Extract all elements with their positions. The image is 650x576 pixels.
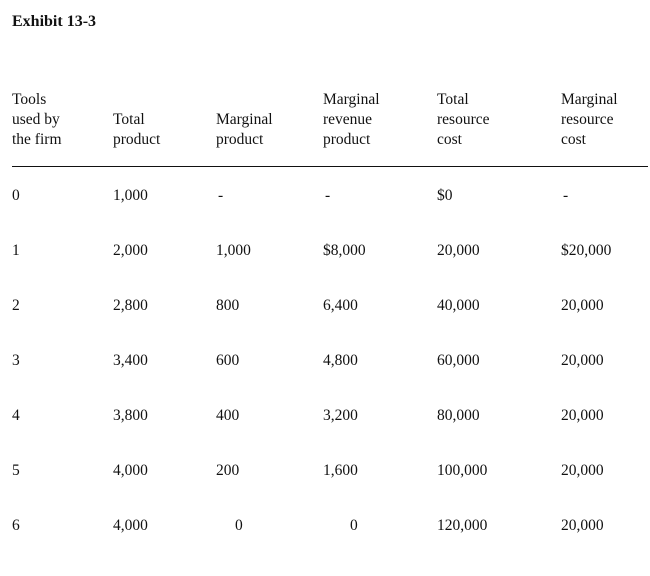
header-marginal-revenue-product: Marginal revenue product <box>323 91 380 148</box>
table-row <box>0 350 650 372</box>
cell-marginal-resource-cost: 20,000 <box>561 352 604 369</box>
cell-marginal-revenue-product: 0 <box>350 517 358 534</box>
cell-total-resource-cost: 20,000 <box>437 242 480 259</box>
cell-marginal-product: - <box>218 187 224 204</box>
cell-marginal-product: 600 <box>216 352 240 369</box>
cell-total-resource-cost: 80,000 <box>437 407 480 424</box>
cell-marginal-resource-cost: 20,000 <box>561 297 604 314</box>
table-row <box>0 460 650 482</box>
header-total-product: Total product <box>113 111 161 148</box>
cell-tools: 0 <box>12 187 20 204</box>
cell-marginal-resource-cost: $20,000 <box>561 242 612 259</box>
cell-tools: 6 <box>12 517 20 534</box>
cell-marginal-resource-cost: 20,000 <box>561 407 604 424</box>
cell-marginal-revenue-product: 4,800 <box>323 352 358 369</box>
cell-tools: 5 <box>12 462 20 479</box>
cell-total-product: 3,800 <box>113 407 148 424</box>
table-row <box>0 240 650 262</box>
cell-total-resource-cost: 40,000 <box>437 297 480 314</box>
header-marginal-resource-cost: Marginal resource cost <box>561 91 618 148</box>
header-tools-used: Tools used by the firm <box>12 91 62 148</box>
header-total-resource-cost: Total resource cost <box>437 91 490 148</box>
cell-total-product: 2,000 <box>113 242 148 259</box>
cell-total-resource-cost: 120,000 <box>437 517 488 534</box>
cell-marginal-resource-cost: 20,000 <box>561 462 604 479</box>
cell-marginal-revenue-product: 3,200 <box>323 407 358 424</box>
cell-total-product: 4,000 <box>113 517 148 534</box>
cell-total-product: 4,000 <box>113 462 148 479</box>
cell-marginal-revenue-product: - <box>325 187 331 204</box>
cell-marginal-revenue-product: 6,400 <box>323 297 358 314</box>
cell-marginal-product: 800 <box>216 297 240 314</box>
cell-marginal-product: 200 <box>216 462 240 479</box>
cell-marginal-resource-cost: 20,000 <box>561 517 604 534</box>
cell-total-resource-cost: 100,000 <box>437 462 488 479</box>
table-row <box>0 295 650 317</box>
header-marginal-product: Marginal product <box>216 111 273 148</box>
cell-tools: 2 <box>12 297 20 314</box>
table-row <box>0 405 650 427</box>
cell-marginal-product: 400 <box>216 407 240 424</box>
cell-tools: 3 <box>12 352 20 369</box>
cell-total-resource-cost: 60,000 <box>437 352 480 369</box>
cell-total-product: 3,400 <box>113 352 148 369</box>
cell-total-product: 1,000 <box>113 187 148 204</box>
cell-tools: 1 <box>12 242 20 259</box>
exhibit-title: Exhibit 13-3 <box>12 13 97 30</box>
cell-marginal-revenue-product: 1,600 <box>323 462 358 479</box>
cell-marginal-product: 0 <box>235 517 243 534</box>
cell-total-product: 2,800 <box>113 297 148 314</box>
header-divider <box>12 166 648 167</box>
cell-total-resource-cost: $0 <box>437 187 453 204</box>
cell-marginal-revenue-product: $8,000 <box>323 242 366 259</box>
cell-tools: 4 <box>12 407 20 424</box>
cell-marginal-resource-cost: - <box>563 187 569 204</box>
table-row <box>0 515 650 537</box>
table-row <box>0 185 650 207</box>
cell-marginal-product: 1,000 <box>216 242 251 259</box>
